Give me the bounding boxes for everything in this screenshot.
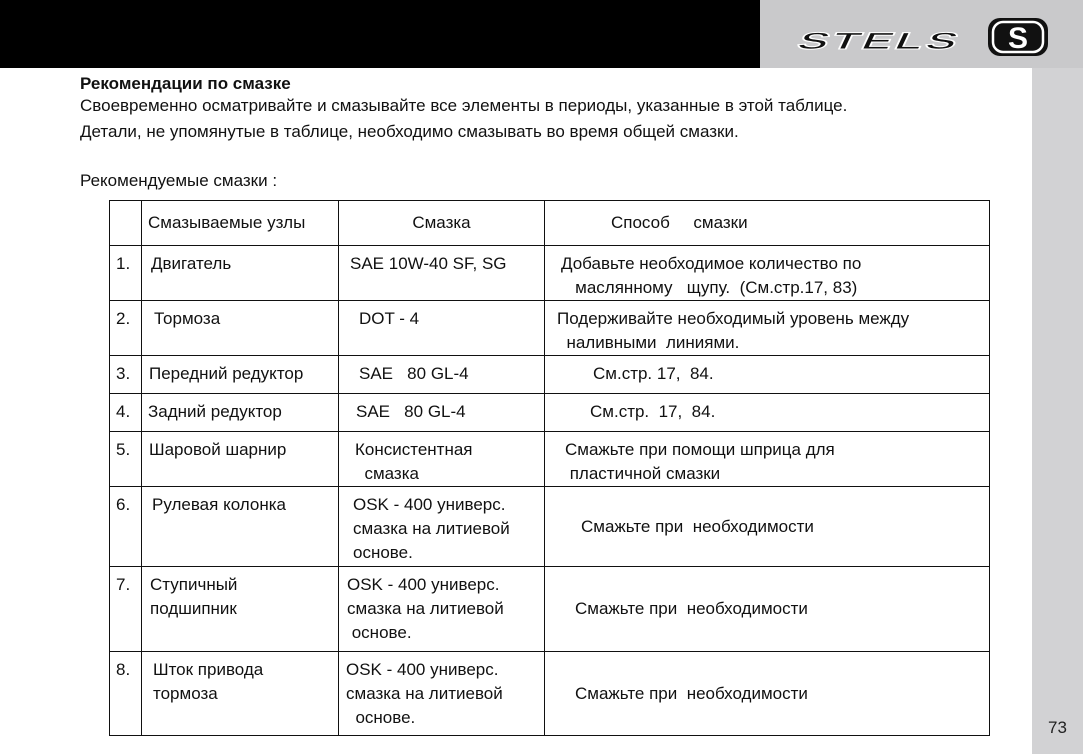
table-row <box>110 432 990 487</box>
stels-logo <box>780 12 1060 58</box>
table-title: Рекомендуемые смазки : <box>80 171 278 190</box>
row-method: Смажьте при помощи шприца для пластичной смазки <box>545 432 990 487</box>
header-bar <box>0 0 760 68</box>
table-row <box>110 487 990 567</box>
table-header-row <box>110 201 990 246</box>
row-method: Добавьте необходимое количество по маслянному щупу. (См.стр.17, 83) <box>545 246 990 301</box>
row-part: Ступичный подшипник <box>142 567 339 652</box>
row-lubricant: SAE 80 GL-4 <box>339 356 545 394</box>
row-part: Шаровой шарнир <box>142 432 339 487</box>
row-number: 5. <box>110 432 142 487</box>
row-method: Смажьте при необходимости <box>545 652 990 736</box>
row-method: См.стр. 17, 84. <box>545 394 990 432</box>
row-part: Двигатель <box>142 246 339 301</box>
row-part: Шток привода тормоза <box>142 652 339 736</box>
row-lubricant: OSK - 400 универс. смазка на литиевой основе. <box>339 567 545 652</box>
table-row <box>110 356 990 394</box>
table-row <box>110 301 990 356</box>
row-method: Смажьте при необходимости <box>545 487 990 567</box>
table-row <box>110 394 990 432</box>
row-lubricant: DOT - 4 <box>339 301 545 356</box>
table-row <box>110 246 990 301</box>
lubrication-table <box>109 200 990 736</box>
row-number: 4. <box>110 394 142 432</box>
row-number: 6. <box>110 487 142 567</box>
page-sidebar <box>1032 68 1083 754</box>
page-number: 73 <box>1048 718 1067 737</box>
row-part: Рулевая колонка <box>142 487 339 567</box>
row-lubricant: OSK - 400 универс. смазка на литиевой основе. <box>339 652 545 736</box>
row-number: 1. <box>110 246 142 301</box>
row-part: Тормоза <box>142 301 339 356</box>
row-number: 7. <box>110 567 142 652</box>
row-method: Смажьте при необходимости <box>545 567 990 652</box>
svg-text:S: S <box>1007 22 1029 55</box>
intro-line-2: Детали, не упомянутые в таблице, необходимо смазывать во время общей смазки. <box>80 122 739 141</box>
row-method: См.стр. 17, 84. <box>545 356 990 394</box>
row-number: 3. <box>110 356 142 394</box>
header-parts: Смазываемые узлы <box>142 201 339 246</box>
page-heading: Рекомендации по смазке <box>80 74 291 93</box>
brand-wordmark: STELS <box>792 27 967 55</box>
row-lubricant: OSK - 400 универс. смазка на литиевой основе. <box>339 487 545 567</box>
table-row <box>110 567 990 652</box>
header-lubricant: Смазка <box>339 201 545 246</box>
row-lubricant: SAE 80 GL-4 <box>339 394 545 432</box>
header-method: Способ смазки <box>545 201 990 246</box>
intro-line-1: Своевременно осматривайте и смазывайте все элементы в периоды, указанные в этой таблице. <box>80 96 848 115</box>
table-row <box>110 652 990 736</box>
row-number: 2. <box>110 301 142 356</box>
row-lubricant: Консистентная смазка <box>339 432 545 487</box>
row-number: 8. <box>110 652 142 736</box>
row-part: Передний редуктор <box>142 356 339 394</box>
row-method: Подерживайте необходимый уровень между наливными линиями. <box>545 301 990 356</box>
row-lubricant: SAE 10W-40 SF, SG <box>339 246 545 301</box>
header-number <box>110 201 142 246</box>
row-part: Задний редуктор <box>142 394 339 432</box>
